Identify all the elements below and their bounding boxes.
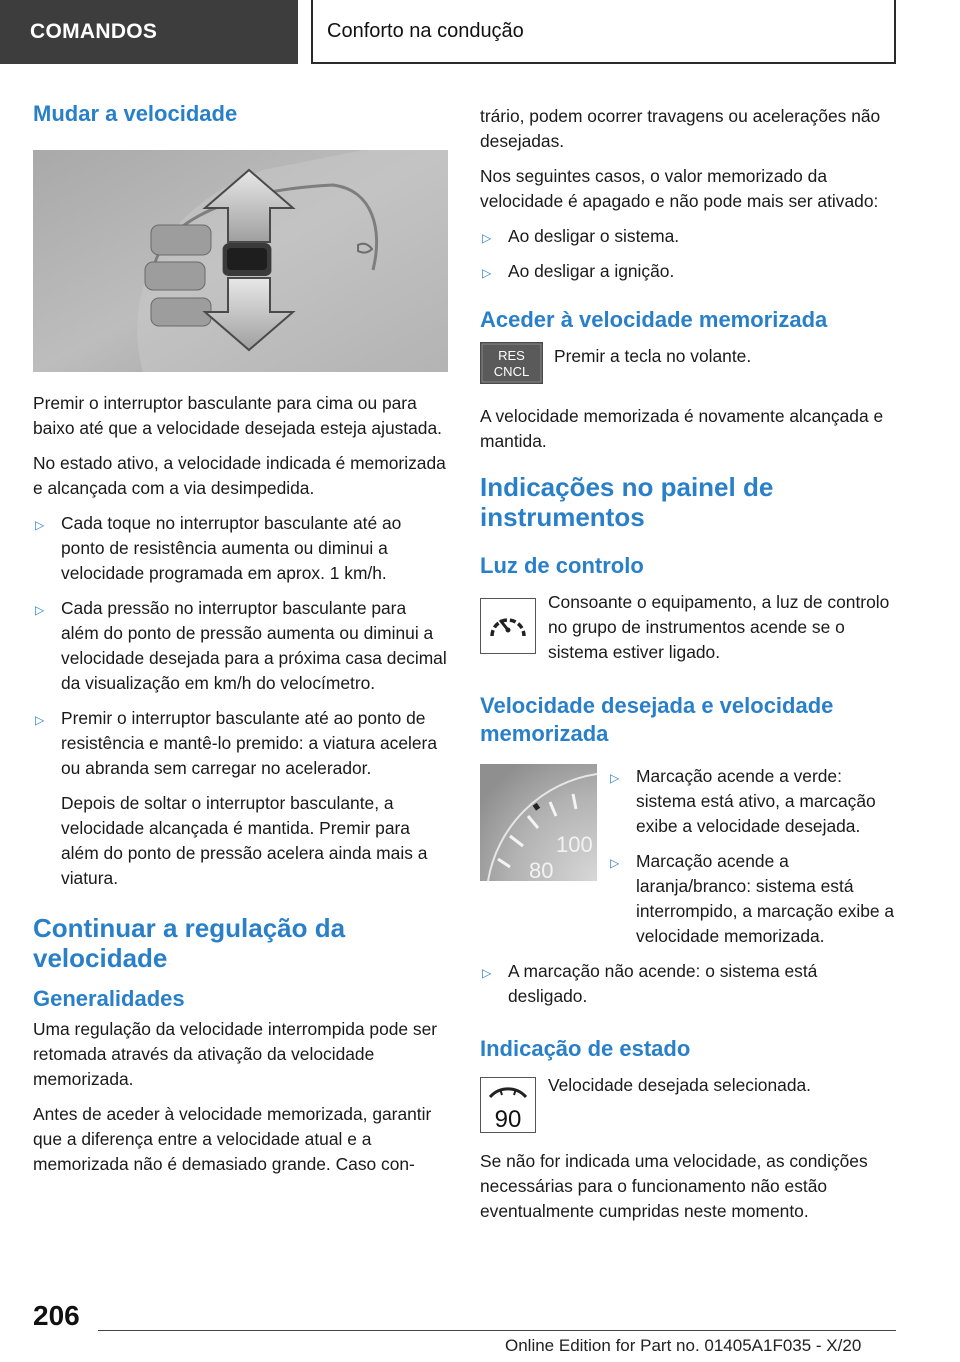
header-section-label: COMANDOS [0, 0, 298, 64]
luz-controlo-text: Consoante o equipamento, a luz de controlo no grupo de instrumentos acende se o sistema estiver ligado. [548, 592, 890, 662]
cncl-label: CNCL [493, 364, 530, 379]
bullet-triangle-icon: ▷ [482, 266, 492, 280]
list-item [480, 959, 898, 1009]
bullet-text: Marcação acende a laranja/branco: sistema está interrompido, a marcação exibe a velocidade memorizada. [636, 851, 895, 946]
res-label: RES [498, 348, 525, 363]
list-item [608, 849, 898, 949]
bullet-triangle-icon: ▷ [482, 966, 492, 980]
list-item [480, 259, 898, 284]
right-column [480, 104, 898, 1234]
speedometer-control-light-icon [480, 598, 536, 654]
estado-text: Velocidade desejada selecionada. [548, 1075, 811, 1095]
footer-divider [98, 1330, 896, 1331]
bullet-triangle-icon: ▷ [35, 713, 45, 727]
paragraph-regulacao: Uma regulação da velocidade interrompida pode ser retomada através da ativação da velocidade memorizada. [33, 1019, 438, 1089]
paragraph-contrario: trário, podem ocorrer travagens ou acelerações não desejadas. [480, 106, 881, 151]
heading-mudar-velocidade: Mudar a velocidade [33, 101, 238, 126]
luz-controlo-row [480, 590, 898, 670]
bullet-text: A marcação não acende: o sistema está desligado. [508, 961, 818, 1006]
estado-row [480, 1073, 898, 1139]
res-cncl-row [480, 344, 898, 394]
bullet-triangle-icon: ▷ [482, 231, 492, 245]
paragraph-nao-indicada: Se não for indicada uma velocidade, as condições necessárias para o funcionamento não estão eventualmente cumpridas neste momento. [480, 1151, 868, 1221]
list-item [33, 596, 448, 696]
bullet-triangle-icon: ▷ [35, 518, 45, 532]
heading-luz-controlo: Luz de controlo [480, 553, 644, 578]
paragraph-seguintes: Nos seguintes casos, o valor memorizado da velocidade é apagado e não pode mais ser ativado: [480, 166, 879, 211]
left-column [33, 100, 448, 1187]
bullet-text: Marcação acende a verde: sistema está ativo, a marcação exibe a velocidade desejada. [636, 766, 876, 836]
bullet-text: Premir o interruptor basculante até ao ponto de resistência e mantê-lo premido: a viatura acelera ou abranda sem carregar no acelerador. [61, 708, 438, 778]
header-title: Conforto na condução [311, 0, 896, 64]
heading-velocidade-desejada: Velocidade desejada e velocidade memorizada [480, 693, 834, 746]
paragraph-estado-ativo: No estado ativo, a velocidade indicada é memorizada e alcançada com a via desimpedida. [33, 453, 446, 498]
heading-generalidades: Generalidades [33, 986, 185, 1011]
list-item [608, 764, 898, 839]
list-item [33, 511, 448, 586]
bullet-text: Ao desligar o sistema. [508, 226, 680, 246]
heading-continuar: Continuar a regulação da velocidade [33, 913, 346, 973]
list-item [480, 224, 898, 249]
heading-indicacao-estado: Indicação de estado [480, 1036, 691, 1061]
footer-edition: Online Edition for Part no. 01405A1F035 - X/20 [505, 1336, 862, 1355]
page-number: 206 [33, 1300, 80, 1331]
bullet-text: Cada pressão no interruptor basculante para além do ponto de pressão aumenta ou diminui a velocidade desejada para a próxima casa decimal da visualização em km/h do velocímetro. [61, 598, 447, 693]
list-item [33, 706, 448, 891]
heading-aceder: Aceder à velocidade memorizada [480, 307, 828, 332]
heading-indicacoes: Indicações no painel de instrumentos [480, 472, 774, 532]
bullet-text: Ao desligar a ignição. [508, 261, 675, 281]
bullet-triangle-icon: ▷ [610, 771, 620, 785]
paragraph-alcancada: A velocidade memorizada é novamente alcançada e mantida. [480, 406, 884, 451]
paragraph-antes: Antes de aceder à velocidade memorizada, garantir que a diferença entre a velocidade atual e a memorizada não é demasiado grande. Caso con- [33, 1104, 432, 1174]
paragraph-premir: Premir o interruptor basculante para cima ou para baixo até que a velocidade desejada esteja ajustada. [33, 393, 442, 438]
bullet-subtext: Depois de soltar o interruptor basculante, a velocidade alcançada é mantida. Premir para além do ponto de pressão acelera ainda mais a viatura. [61, 793, 428, 888]
steering-wheel-rocker-figure [33, 150, 448, 372]
status-speed-90-icon [480, 1077, 536, 1133]
status-speed-number: 90 [494, 1106, 522, 1133]
bullet-triangle-icon: ▷ [610, 856, 620, 870]
bullet-triangle-icon: ▷ [35, 603, 45, 617]
res-text: Premir a tecla no volante. [554, 346, 752, 366]
res-cncl-button-icon [480, 342, 543, 384]
gauge-section [480, 764, 898, 949]
speedometer-gauge-figure [480, 764, 597, 881]
gauge-label-100: 100 [556, 832, 593, 857]
gauge-label-80: 80 [529, 858, 554, 881]
bullet-text: Cada toque no interruptor basculante até ao ponto de resistência aumenta ou diminui a velocidade programada em aprox. 1 km/h. [61, 513, 402, 583]
